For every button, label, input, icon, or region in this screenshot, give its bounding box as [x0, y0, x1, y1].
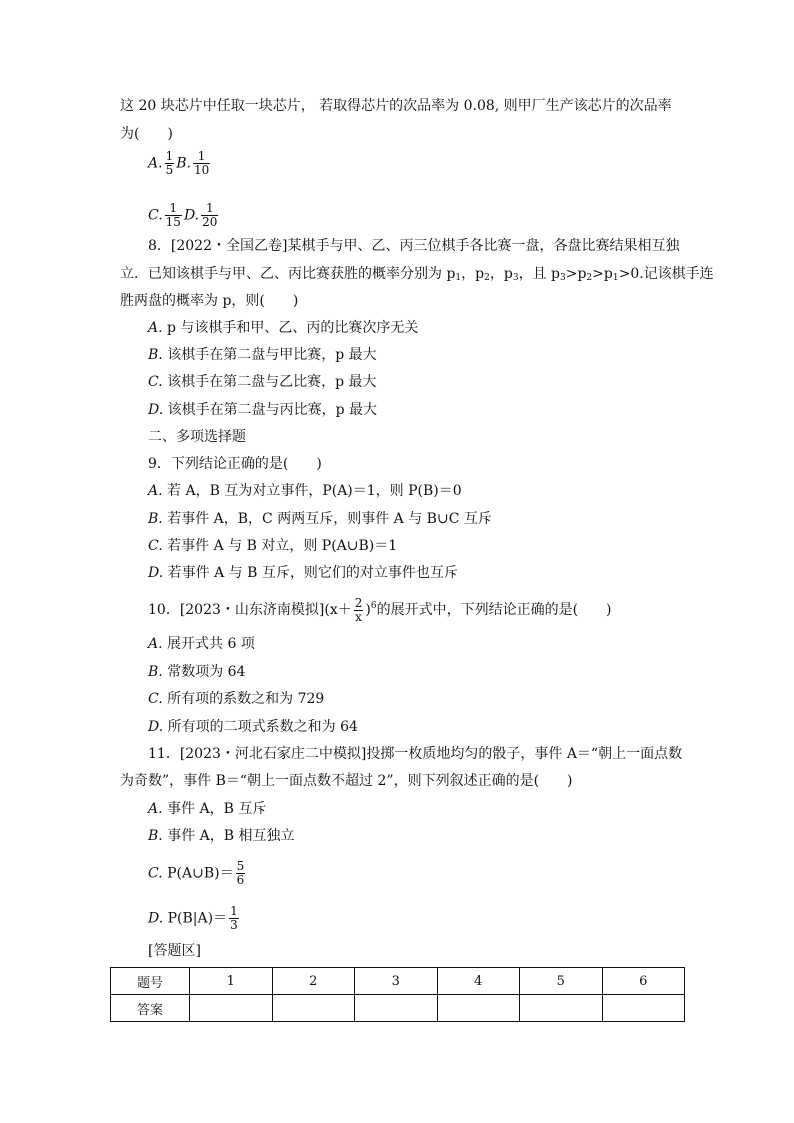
question-number: 6 — [602, 968, 685, 995]
q11-option-d — [148, 905, 241, 932]
option-letter: C. — [148, 865, 163, 882]
q10-stem — [148, 596, 612, 624]
option-letter: D. — [148, 402, 164, 418]
option-letter: A. — [148, 320, 163, 336]
q8-option-b — [148, 345, 377, 365]
q11-option-c — [148, 860, 247, 887]
denominator: 3 — [230, 918, 238, 932]
option-letter: B. — [148, 828, 163, 844]
fraction — [193, 150, 210, 177]
option-text: 常数项为 64 — [167, 664, 246, 680]
answer-cell[interactable] — [602, 995, 685, 1022]
table-row — [111, 968, 685, 995]
q10-option-a — [148, 634, 255, 654]
text: ) — [365, 602, 371, 618]
option-letter: B. — [148, 511, 163, 527]
answer-cell[interactable] — [190, 995, 273, 1022]
denominator: 10 — [193, 163, 210, 177]
option-text: P(B|A)＝ — [167, 910, 228, 927]
option-letter: C. — [148, 207, 163, 224]
q9-option-b — [148, 509, 492, 529]
question-number: 3 — [355, 968, 438, 995]
option-text: p 与该棋手和甲、乙、丙的比赛次序无关 — [167, 320, 419, 336]
section-heading: 二、多项选择题 — [148, 429, 246, 445]
denominator: 6 — [236, 873, 245, 887]
option-letter: B. — [148, 347, 163, 363]
option-letter: C. — [148, 538, 163, 554]
q8-line3: 胜两盘的概率为 p，则( ) — [120, 293, 299, 309]
q9-stem: 9．下列结论正确的是( ) — [148, 456, 322, 472]
q11-line2: 为奇数”，事件 B＝“朝上一面点数不超过 2”，则下列叙述正确的是( ) — [120, 773, 573, 789]
q9-option-a — [148, 481, 462, 501]
answer-cell[interactable] — [520, 995, 603, 1022]
text: ，p — [489, 266, 513, 282]
text: 10．[2023・山东济南模拟](x＋ — [148, 602, 352, 618]
subscript: 3 — [512, 273, 519, 283]
numerator: 1 — [230, 904, 238, 918]
fraction — [165, 202, 182, 229]
option-letter: B. — [176, 155, 191, 172]
q8-line1: 8．[2022・全国乙卷]某棋手与甲、乙、丙三位棋手各比赛一盘，各盘比赛结果相互独 — [148, 238, 680, 254]
option-letter: C. — [148, 374, 163, 390]
fraction — [354, 597, 364, 624]
option-text: 若事件 A 与 B 对立，则 P(A∪B)＝1 — [167, 538, 398, 554]
option-letter: D. — [148, 565, 164, 581]
denominator: 20 — [202, 215, 218, 229]
answer-cell[interactable] — [355, 995, 438, 1022]
answer-cell[interactable] — [437, 995, 520, 1022]
q9-option-c — [148, 536, 397, 556]
option-text: 事件 A，B 相互独立 — [167, 828, 295, 844]
denominator: 15 — [165, 215, 181, 229]
numerator: 1 — [165, 149, 174, 163]
q8-option-d — [148, 400, 377, 420]
option-text: 所有项的系数之和为 729 — [167, 691, 325, 707]
fraction — [201, 202, 218, 229]
text: ，且 p — [518, 266, 560, 282]
option-text: 若事件 A，B，C 两两互斥，则事件 A 与 B∪C 互斥 — [167, 511, 492, 527]
numerator: 1 — [193, 150, 210, 164]
answer-cell[interactable] — [272, 995, 355, 1022]
option-letter: A. — [148, 636, 163, 652]
q10-option-c — [148, 689, 324, 709]
option-letter: D. — [148, 719, 164, 735]
option-text: P(A∪B)＝ — [167, 865, 234, 882]
numerator: 1 — [201, 202, 218, 216]
numerator: 1 — [165, 202, 182, 216]
q8-line2 — [120, 264, 714, 288]
subscript: 3 — [559, 273, 566, 283]
subscript: 2 — [484, 273, 490, 283]
q11-line1: 11．[2023・河北石家庄二中模拟]投掷一枚质地均匀的骰子，事件 A＝“朝上一面点数 — [148, 746, 683, 762]
option-letter: A. — [148, 155, 163, 172]
q7-option-ab — [148, 150, 212, 177]
question-number: 5 — [520, 968, 603, 995]
text: >p — [565, 266, 587, 282]
option-text: 该棋手在第二盘与丙比赛，p 最大 — [167, 402, 378, 418]
subscript: 2 — [586, 273, 593, 283]
q7-line2: 为( ) — [120, 126, 173, 142]
option-letter: C. — [148, 691, 163, 707]
option-letter: B. — [148, 664, 163, 680]
fraction — [229, 905, 239, 932]
q7-line1: 这 20 块芯片中任取一块芯片， 若取得芯片的次品率为 0.08, 则甲厂生产该芯片的次品率 — [120, 98, 672, 114]
option-text: 若 A，B 互为对立事件，P(A)＝1，则 P(B)＝0 — [167, 483, 462, 499]
answer-table — [110, 967, 685, 1022]
fraction — [165, 150, 175, 177]
exponent: 6 — [370, 601, 377, 611]
denominator: x — [355, 609, 362, 624]
q11-option-a — [148, 799, 266, 819]
option-text: 展开式共 6 项 — [167, 636, 255, 652]
row-label: 答案 — [111, 995, 190, 1022]
text: >0.记该棋手连 — [618, 266, 714, 282]
option-text: 该棋手在第二盘与乙比赛，p 最大 — [167, 374, 377, 390]
question-number: 2 — [272, 968, 355, 995]
q7-option-cd — [148, 202, 220, 229]
text: 立．已知该棋手与甲、乙、丙比赛获胜的概率分别为 p — [120, 266, 456, 282]
q10-option-b — [148, 662, 245, 682]
denominator: 5 — [165, 163, 174, 177]
text: 的展开式中，下列结论正确的是( ) — [376, 602, 612, 618]
question-number: 4 — [437, 968, 520, 995]
option-text: 该棋手在第二盘与甲比赛，p 最大 — [167, 347, 377, 363]
q8-option-a — [148, 318, 418, 338]
row-label: 题号 — [111, 968, 190, 995]
option-text: 所有项的二项式系数之和为 64 — [167, 719, 358, 735]
numerator: 2 — [354, 595, 363, 610]
option-letter: D. — [183, 207, 200, 224]
option-letter: A. — [148, 483, 163, 499]
fraction — [236, 860, 246, 887]
q9-option-d — [148, 563, 458, 583]
text: ，p — [461, 266, 485, 282]
numerator: 5 — [236, 859, 245, 873]
question-number: 1 — [190, 968, 273, 995]
q8-option-c — [148, 372, 377, 392]
table-row — [111, 995, 685, 1022]
q11-option-b — [148, 826, 295, 846]
subscript: 1 — [455, 273, 462, 283]
answer-area-title: [答题区] — [148, 943, 201, 959]
q10-option-d — [148, 717, 358, 737]
option-text: 若事件 A 与 B 互斥，则它们的对立事件也互斥 — [167, 565, 458, 581]
option-letter: A. — [148, 801, 163, 817]
option-letter: D. — [148, 910, 164, 927]
text: >p — [592, 266, 613, 282]
subscript: 1 — [612, 273, 619, 283]
option-text: 事件 A，B 互斥 — [167, 801, 267, 817]
